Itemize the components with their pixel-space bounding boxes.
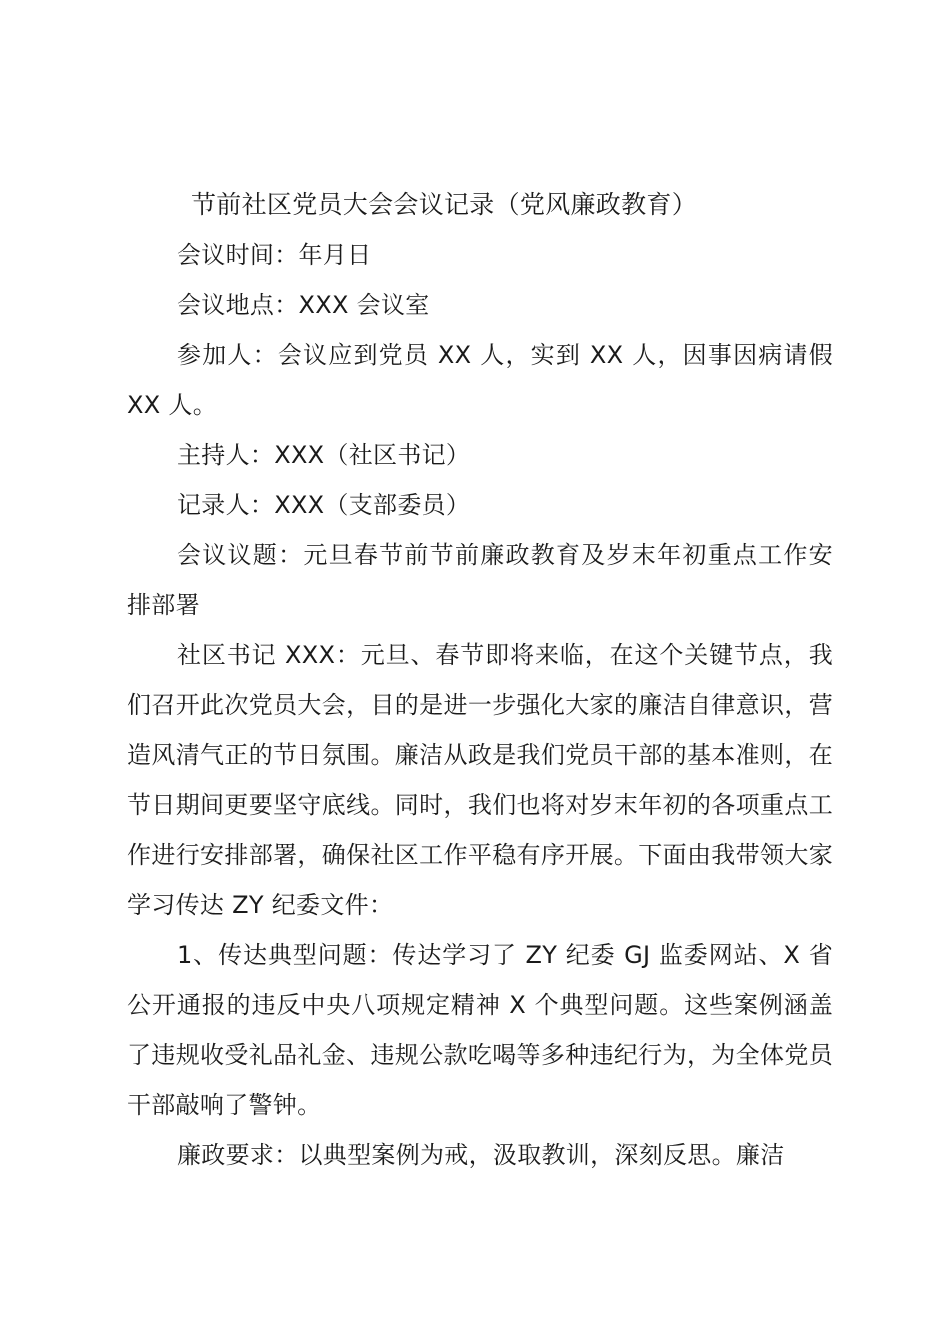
document-body (127, 180, 833, 1180)
typical-issues: 1、传达典型问题：传达学习了 ZY 纪委 GJ 监委网站、X 省公开通报的违反中央八项规定精神 X 个典型问题。这些案例涵盖了违规收受礼品礼金、违规公款吃喝等多种违纪行为，为全体党员干部敲响了警钟。 (127, 941, 833, 1119)
recorder: 记录人：XXX（支部委员） (177, 491, 471, 519)
secretary-speech: 社区书记 XXX：元旦、春节即将来临，在这个关键节点，我们召开此次党员大会，目的是进一步强化大家的廉洁自律意识，营造风清气正的节日氛围。廉洁从政是我们党员干部的基本准则，在节日期间更要坚守底线。同时，我们也将对岁末年初的各项重点工作进行安排部署，确保社区工作平稳有序开展。下面由我带领大家学习传达 ZY 纪委文件： (127, 641, 833, 919)
integrity-requirements: 廉政要求：以典型案例为戒，汲取教训，深刻反思。廉洁 (177, 1141, 785, 1169)
meeting-topic: 会议议题：元旦春节前节前廉政教育及岁末年初重点工作安排部署 (127, 541, 833, 619)
document-title: 节前社区党员大会会议记录（党风廉政教育） (191, 190, 698, 219)
meeting-time: 会议时间：年月日 (177, 241, 372, 269)
host: 主持人：XXX（社区书记） (177, 441, 471, 469)
meeting-location: 会议地点：XXX 会议室 (177, 291, 430, 319)
attendees: 参加人：会议应到党员 XX 人，实到 XX 人，因事因病请假 XX 人。 (127, 341, 833, 419)
